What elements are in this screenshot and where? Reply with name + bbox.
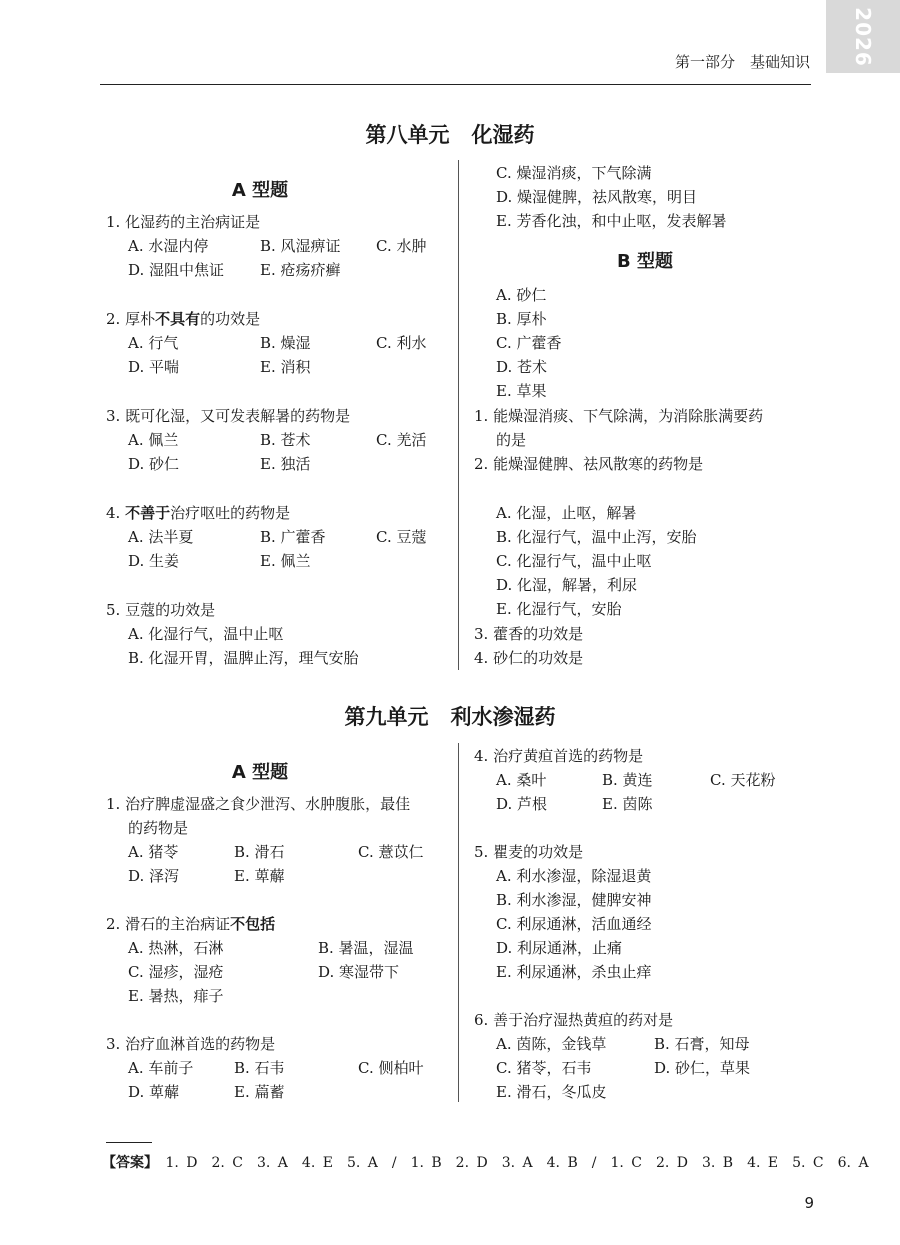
option: B. 石膏，知母 [654, 1035, 750, 1053]
option: D. 生姜 [128, 552, 180, 570]
option: B. 化湿开胃，温脾止泻，理气安胎 [128, 649, 359, 667]
option: A. 热淋，石淋 [128, 939, 224, 957]
option: B. 滑石 [234, 843, 285, 861]
question-stem [106, 307, 260, 331]
option: E. 茵陈 [602, 795, 653, 813]
option: B. 风湿痹证 [260, 237, 341, 255]
unit8-a-type-title: A 型题 [231, 180, 289, 201]
option: C. 豆蔻 [376, 528, 427, 546]
unit9-a-type-title: A 型题 [231, 762, 289, 783]
question-stem: 5. 豆蔻的功效是 [106, 601, 216, 619]
option: A. 佩兰 [128, 431, 179, 449]
option: A. 砂仁 [496, 286, 547, 304]
option: D. 燥湿健脾，祛风散寒，明目 [496, 188, 698, 206]
option: C. 利水 [376, 334, 427, 352]
option: C. 羌活 [376, 431, 427, 449]
option: E. 利尿通淋，杀虫止痒 [496, 963, 652, 981]
question-stem [106, 912, 275, 936]
option: E. 佩兰 [260, 552, 311, 570]
option: A. 化湿行气，温中止呕 [128, 625, 284, 643]
option: C. 化湿行气，温中止呕 [496, 552, 652, 570]
option: A. 行气 [128, 334, 179, 352]
answer-key-label: 【答案】 [102, 1155, 158, 1171]
question-stem: 2. 能燥湿健脾、祛风散寒的药物是 [474, 455, 704, 473]
option: E. 滑石，冬瓜皮 [496, 1083, 607, 1101]
option: C. 利尿通淋，活血通经 [496, 915, 652, 933]
header-rule [100, 84, 811, 85]
option: B. 暑温，湿温 [318, 939, 414, 957]
question-stem: 1. 治疗脾虚湿盛之食少泄泻、水肿腹胀，最佳 [106, 795, 411, 813]
option: A. 化湿，止呕，解暑 [496, 504, 637, 522]
stem-text: 的功效是 [200, 310, 261, 328]
option: D. 砂仁 [128, 455, 180, 473]
option: E. 独活 [260, 455, 311, 473]
option: E. 化湿行气，安胎 [496, 600, 622, 618]
unit8-title-name: 化湿药 [471, 122, 535, 147]
option: D. 芦根 [496, 795, 548, 813]
option: E. 消积 [260, 358, 311, 376]
option: A. 水湿内停 [128, 237, 209, 255]
option: D. 化湿，解暑，利尿 [496, 576, 638, 594]
option: E. 草果 [496, 382, 547, 400]
stem-text: 2. 厚朴 [106, 310, 156, 328]
footnote-rule [106, 1142, 152, 1143]
option: C. 侧柏叶 [358, 1059, 424, 1077]
option: D. 砂仁，草果 [654, 1059, 751, 1077]
option: E. 萹蓄 [234, 1083, 285, 1101]
question-stem: 4. 治疗黄疸首选的药物是 [474, 747, 644, 765]
page-number: 9 [804, 1194, 814, 1212]
option: D. 泽泻 [128, 867, 180, 885]
option: A. 猪苓 [128, 843, 179, 861]
answer-key-text: 1. D 2. C 3. A 4. E 5. A / 1. B 2. D 3. A 4. B / 1. C 2. D 3. B 4. E 5. C 6. A [165, 1155, 869, 1171]
option: B. 化湿行气，温中止泻，安胎 [496, 528, 697, 546]
unit8-title-num: 第八单元 [365, 122, 450, 147]
option: B. 利水渗湿，健脾安神 [496, 891, 652, 909]
option: A. 桑叶 [496, 771, 547, 789]
option: B. 燥湿 [260, 334, 311, 352]
running-head: 第一部分 基础知识 [674, 53, 810, 71]
question-stem [106, 501, 290, 525]
option: E. 萆薢 [234, 867, 285, 885]
option: C. 广藿香 [496, 334, 562, 352]
option: D. 萆薢 [128, 1083, 180, 1101]
option: E. 暑热，痱子 [128, 987, 224, 1005]
question-stem: 3. 既可化湿，又可发表解暑的药物是 [106, 407, 351, 425]
unit8-title [0, 119, 900, 149]
column-divider [458, 743, 459, 1102]
stem-emphasis: 不具有 [155, 310, 201, 328]
option: B. 广藿香 [260, 528, 326, 546]
question-stem: 3. 藿香的功效是 [474, 625, 584, 643]
column-divider [458, 160, 459, 670]
option: E. 芳香化浊，和中止呕，发表解暑 [496, 212, 727, 230]
question-stem: 1. 化湿药的主治病证是 [106, 213, 261, 231]
stem-text: 4. [106, 504, 126, 522]
option: A. 利水渗湿，除湿退黄 [496, 867, 652, 885]
question-stem: 的药物是 [128, 819, 189, 837]
year-tab-text: 2026 [850, 6, 875, 67]
question-stem: 3. 治疗血淋首选的药物是 [106, 1035, 276, 1053]
unit8-b-type-title: B 型题 [617, 251, 673, 272]
stem-text: 治疗呕吐的药物是 [170, 504, 291, 522]
option: A. 法半夏 [128, 528, 194, 546]
question-stem: 5. 瞿麦的功效是 [474, 843, 584, 861]
option: C. 薏苡仁 [358, 843, 424, 861]
stem-text: 2. 滑石的主治病证 [106, 915, 231, 933]
option: C. 湿疹，湿疮 [128, 963, 224, 981]
option: B. 石韦 [234, 1059, 285, 1077]
option: C. 水肿 [376, 237, 427, 255]
stem-emphasis: 不包括 [230, 915, 276, 933]
option: A. 车前子 [128, 1059, 194, 1077]
option: A. 茵陈，金钱草 [496, 1035, 607, 1053]
question-stem: 1. 能燥湿消痰、下气除满，为消除胀满要药 [474, 407, 764, 425]
question-stem: 4. 砂仁的功效是 [474, 649, 584, 667]
answer-key [102, 1152, 869, 1172]
question-stem: 的是 [496, 431, 527, 449]
year-tab [826, 0, 900, 73]
option: C. 燥湿消痰，下气除满 [496, 164, 652, 182]
option: D. 利尿通淋，止痛 [496, 939, 623, 957]
question-stem: 6. 善于治疗湿热黄疸的药对是 [474, 1011, 674, 1029]
option: C. 天花粉 [710, 771, 776, 789]
option: B. 厚朴 [496, 310, 547, 328]
option: B. 黄连 [602, 771, 653, 789]
unit9-title-num: 第九单元 [344, 704, 429, 729]
option: E. 疮疡疥癣 [260, 261, 341, 279]
unit9-title [0, 701, 900, 731]
option: D. 湿阻中焦证 [128, 261, 225, 279]
option: D. 平喘 [128, 358, 180, 376]
option: D. 寒湿带下 [318, 963, 400, 981]
option: D. 苍术 [496, 358, 548, 376]
stem-emphasis: 不善于 [125, 504, 171, 522]
option: C. 猪苓，石韦 [496, 1059, 592, 1077]
option: B. 苍术 [260, 431, 311, 449]
unit9-title-name: 利水渗湿药 [450, 704, 556, 729]
